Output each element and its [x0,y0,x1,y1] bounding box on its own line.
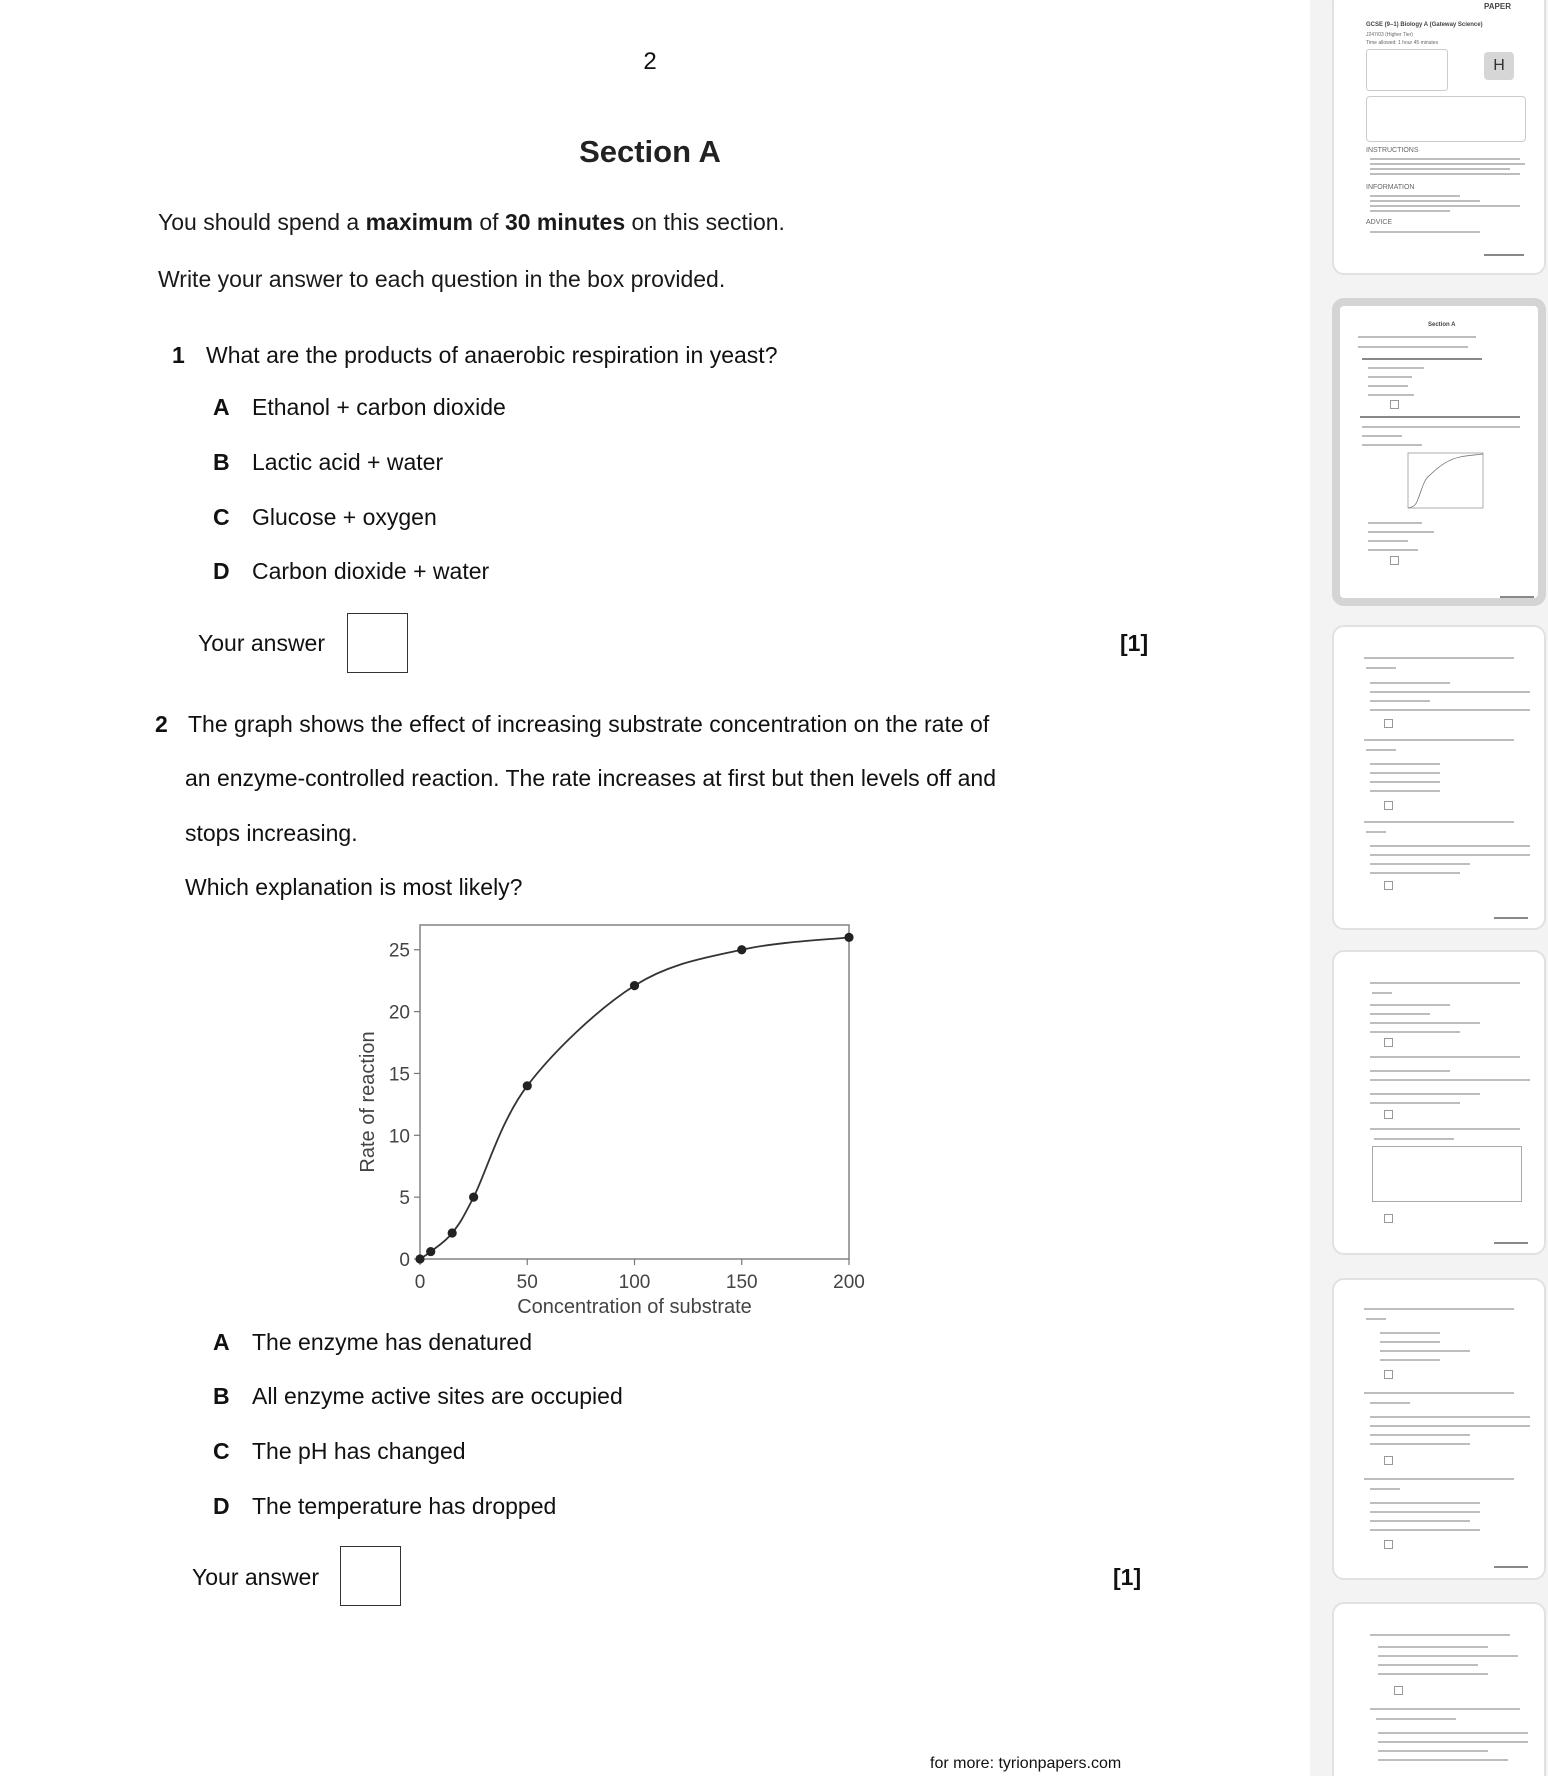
instruction-text: of [472,209,505,235]
instruction-bold-maximum: maximum [365,209,473,235]
data-point [448,1228,457,1237]
data-point [415,1254,424,1263]
data-point [630,981,639,990]
option-text: The pH has changed [252,1438,466,1464]
data-point [469,1193,478,1202]
thumb-time: Time allowed: 1 hour 45 minutes [1366,40,1439,46]
option-letter: D [213,558,230,584]
x-tick-label: 150 [725,1272,758,1293]
data-point [737,945,746,954]
marks-label: [1] [1120,630,1149,656]
section-title: Section A [579,134,721,169]
your-answer-label: Your answer [192,1564,320,1590]
option-letter: B [213,449,230,475]
y-tick-label: 10 [388,1126,410,1148]
thumb-table [1372,1146,1522,1202]
option-text: The temperature has dropped [252,1493,557,1519]
instruction-text: You should spend a [158,209,366,235]
x-tick-label: 50 [516,1272,538,1293]
answer-box-q1[interactable] [347,613,408,673]
option-text: Lactic acid + water [252,449,444,475]
x-axis-label: Concentration of substrate [517,1296,752,1318]
data-point [523,1081,532,1090]
question-text: What are the products of anaerobic respiration in yeast? [206,342,778,368]
time-instruction [158,209,785,236]
question-text-line: an enzyme-controlled reaction. The rate increases at first but then levels off and [185,765,996,791]
y-tick-label: 20 [388,1002,410,1024]
data-point [426,1247,435,1256]
rate-vs-concentration-chart [340,910,940,1330]
page-number: 2 [643,48,657,75]
y-tick-label: 25 [388,940,410,962]
thumb-heading: ADVICE [1366,219,1393,226]
option-letter: D [213,1493,230,1519]
thumb-chart [1400,451,1485,516]
thumb-heading: INSTRUCTIONS [1366,147,1419,154]
instruction-bold-minutes: 30 minutes [504,209,626,235]
thumbnail-page-4[interactable] [1332,950,1546,1255]
question-number: 1 [172,342,185,368]
page-thumbnails-sidebar[interactable] [1310,0,1548,1776]
option-letter: B [213,1383,230,1409]
thumbnail-page-2[interactable] [1332,298,1546,606]
thumb-heading: INFORMATION [1366,184,1415,191]
thumb-title: Section A [1428,322,1456,328]
thumb-candidate-box [1366,96,1526,142]
thumbnail-page-3[interactable] [1332,625,1546,930]
instruction-text: on this section. [625,209,785,235]
chart-graphic [340,910,940,1330]
thumb-title: GCSE (9–1) Biology A (Gateway Science) [1366,22,1483,28]
option-text: All enzyme active sites are occupied [252,1383,623,1409]
y-tick-label: 15 [388,1064,410,1086]
question-prompt: Which explanation is most likely? [185,874,523,900]
option-text: Glucose + oxygen [252,504,437,530]
x-tick-label: 100 [618,1272,651,1293]
y-tick-label: 5 [399,1188,410,1210]
question-text-line: The graph shows the effect of increasing substrate concentration on the rate of [188,711,990,737]
footer-link[interactable]: for more: tyrionpapers.com [930,1755,1122,1772]
answer-box-q2[interactable] [340,1546,401,1606]
tier-badge: H [1484,52,1514,80]
option-text: Ethanol + carbon dioxide [252,394,506,420]
thumbnail-page-5[interactable] [1332,1278,1546,1580]
y-tick-label: 0 [399,1250,410,1271]
option-letter: C [213,504,230,530]
option-letter: A [213,394,230,420]
thumbnail-page-1[interactable] [1332,0,1546,275]
option-text: The enzyme has denatured [252,1329,533,1355]
question-text-line: stops increasing. [185,820,358,846]
thumbnail-page-6[interactable] [1332,1602,1546,1776]
thumb-header-label: PAPER [1484,2,1511,11]
answer-instruction: Write your answer to each question in the box provided. [158,266,726,292]
y-axis-label: Rate of reaction [357,1031,379,1173]
option-letter: A [213,1329,230,1355]
data-point [844,933,853,942]
question-number: 2 [155,711,168,737]
thumb-equipment-box [1366,49,1448,91]
plot-frame [420,925,849,1259]
option-text: Carbon dioxide + water [252,558,490,584]
option-letter: C [213,1438,230,1464]
x-tick-label: 0 [414,1272,426,1293]
marks-label: [1] [1113,1564,1142,1590]
x-tick-label: 200 [833,1272,865,1293]
thumb-subtitle: J247/03 (Higher Tier) [1366,32,1413,38]
your-answer-label: Your answer [198,630,326,656]
